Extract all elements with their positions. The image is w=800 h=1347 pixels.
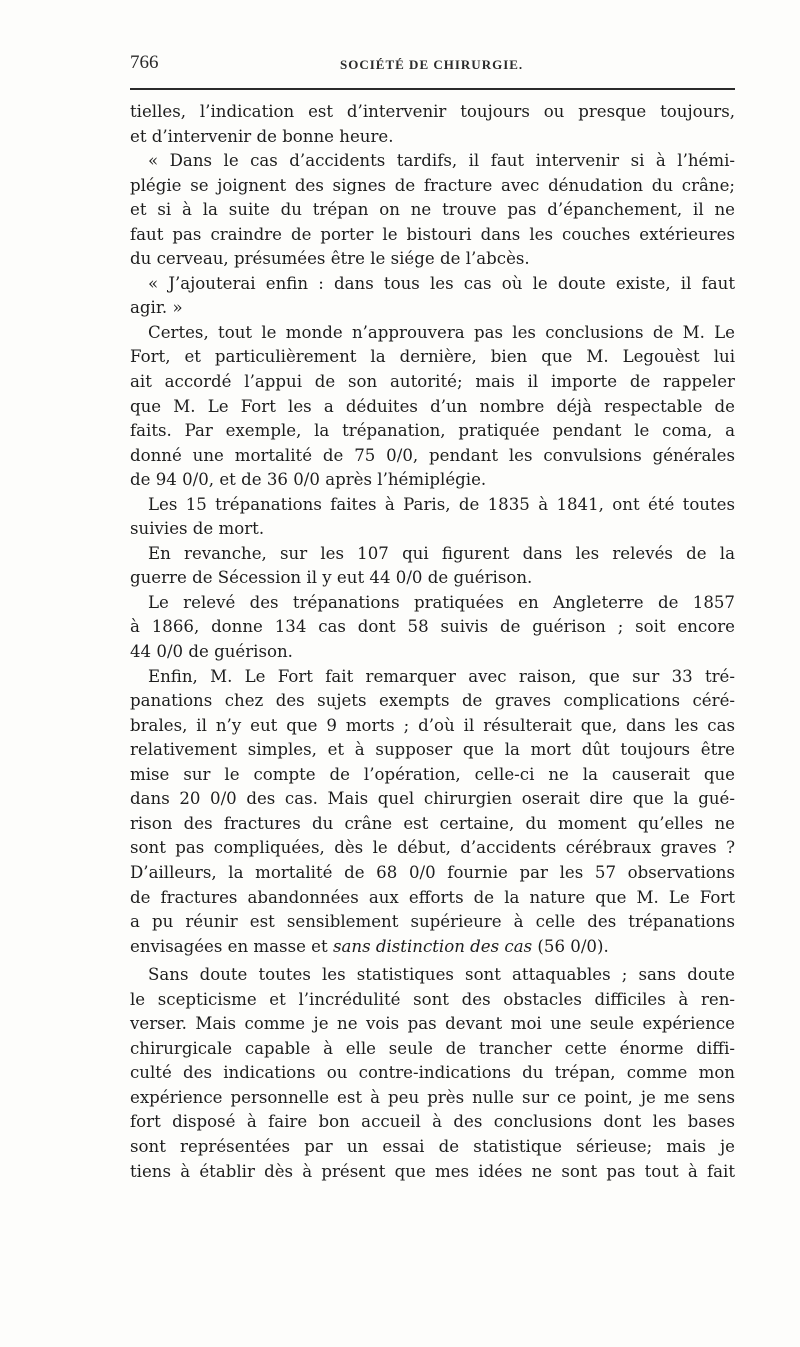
text-segment: (56 0/0). — [537, 936, 609, 956]
text-line: faits. Par exemple, la trépanation, pratiquée pendant le coma, a — [130, 421, 735, 441]
text-line: agir. » — [130, 298, 183, 318]
text-line: tiens à établir dès à présent que mes idées ne sont pas tout à fait — [130, 1161, 735, 1181]
text-line: expérience personnelle est à peu près nulle sur ce point, je me sens — [130, 1087, 735, 1107]
text-line: donné une mortalité de 75 0/0, pendant les convulsions générales — [130, 445, 735, 465]
text-line: panations chez des sujets exempts de graves complications céré- — [130, 691, 735, 711]
italic-phrase: sans distinction des cas — [332, 936, 533, 956]
text-line: le scepticisme et l’incrédulité sont des obstacles difficiles à ren- — [130, 989, 735, 1009]
text-line: Sans doute toutes les statistiques sont attaquables ; sans doute — [148, 965, 735, 985]
text-line: à 1866, donne 134 cas dont 58 suivis de guérison ; soit encore — [130, 617, 735, 637]
page-number: 766 — [130, 52, 159, 73]
text-line: sont pas compliquées, dès le début, d’accidents cérébraux graves ? — [130, 838, 735, 858]
body-text — [130, 100, 735, 1184]
text-line: suivies de mort. — [130, 519, 265, 539]
text-line: brales, il n’y eut que 9 morts ; d’où il résulterait que, dans les cas — [130, 715, 735, 735]
text-line: 44 0/0 de guérison. — [130, 642, 293, 662]
text-line: Le relevé des trépanations pratiquées en Angleterre de 1857 — [148, 592, 735, 612]
text-line: mise sur le compte de l’opération, celle-ci ne la causerait que — [130, 764, 735, 784]
text-line: « J’ajouterai enfin : dans tous les cas où le doute existe, il faut — [148, 273, 735, 293]
text-line: a pu réunir est sensiblement supérieure à celle des trépanations — [130, 912, 735, 932]
text-line: et si à la suite du trépan on ne trouve pas d’épanchement, il ne — [130, 200, 735, 220]
text-line: faut pas craindre de porter le bistouri dans les couches extérieures — [130, 224, 735, 244]
text-line: relativement simples, et à supposer que la mort dût toujours être — [130, 740, 735, 760]
text-line: ait accordé l’appui de son autorité; mais il importe de rappeler — [130, 372, 735, 392]
text-line: culté des indications ou contre-indications du trépan, comme mon — [130, 1063, 735, 1083]
text-line: guerre de Sécession il y eut 44 0/0 de guérison. — [130, 568, 533, 588]
text-line: D’ailleurs, la mortalité de 68 0/0 fournie par les 57 observations — [130, 862, 735, 882]
text-line: et d’intervenir de bonne heure. — [130, 126, 394, 146]
text-line: fort disposé à faire bon accueil à des conclusions dont les bases — [130, 1112, 735, 1132]
text-line: Les 15 trépanations faites à Paris, de 1835 à 1841, ont été toutes — [148, 494, 735, 514]
text-line: verser. Mais comme je ne vois pas devant moi une seule expérience — [130, 1014, 735, 1034]
text-line: plégie se joignent des signes de fracture avec dénudation du crâne; — [130, 175, 735, 195]
text-line: que M. Le Fort les a déduites d’un nombre déjà respectable de — [130, 396, 735, 416]
text-line: Fort, et particulièrement la dernière, bien que M. Legouèst lui — [130, 347, 735, 367]
text-line — [130, 935, 735, 960]
running-head: SOCIÉTÉ DE CHIRURGIE. — [340, 57, 524, 72]
text-line: dans 20 0/0 des cas. Mais quel chirurgien oserait dire que la gué- — [130, 789, 735, 809]
text-line: du cerveau, présumées être le siége de l’abcès. — [130, 249, 530, 269]
text-line: « Dans le cas d’accidents tardifs, il faut intervenir si à l’hémi- — [148, 151, 735, 171]
text-line: Certes, tout le monde n’approuvera pas les conclusions de M. Le — [148, 322, 735, 342]
text-line: tielles, l’indication est d’intervenir toujours ou presque toujours, — [130, 102, 735, 121]
text-line: de 94 0/0, et de 36 0/0 après l’hémiplégie. — [130, 470, 487, 490]
text-line: En revanche, sur les 107 qui figurent dans les relevés de la — [148, 543, 735, 563]
text-line: sont représentées par un essai de statistique sérieuse; mais je — [130, 1136, 735, 1156]
text-line: Enfin, M. Le Fort fait remarquer avec raison, que sur 33 tré- — [148, 666, 735, 686]
page-header — [130, 52, 735, 82]
text-line: chirurgicale capable à elle seule de trancher cette énorme diffi- — [130, 1038, 735, 1058]
text-line: de fractures abandonnées aux efforts de la nature que M. Le Fort — [130, 887, 735, 907]
header-rule — [130, 88, 735, 90]
text-segment: envisagées en masse et — [130, 936, 328, 956]
text-line: rison des fractures du crâne est certaine, du moment qu’elles ne — [130, 813, 735, 833]
